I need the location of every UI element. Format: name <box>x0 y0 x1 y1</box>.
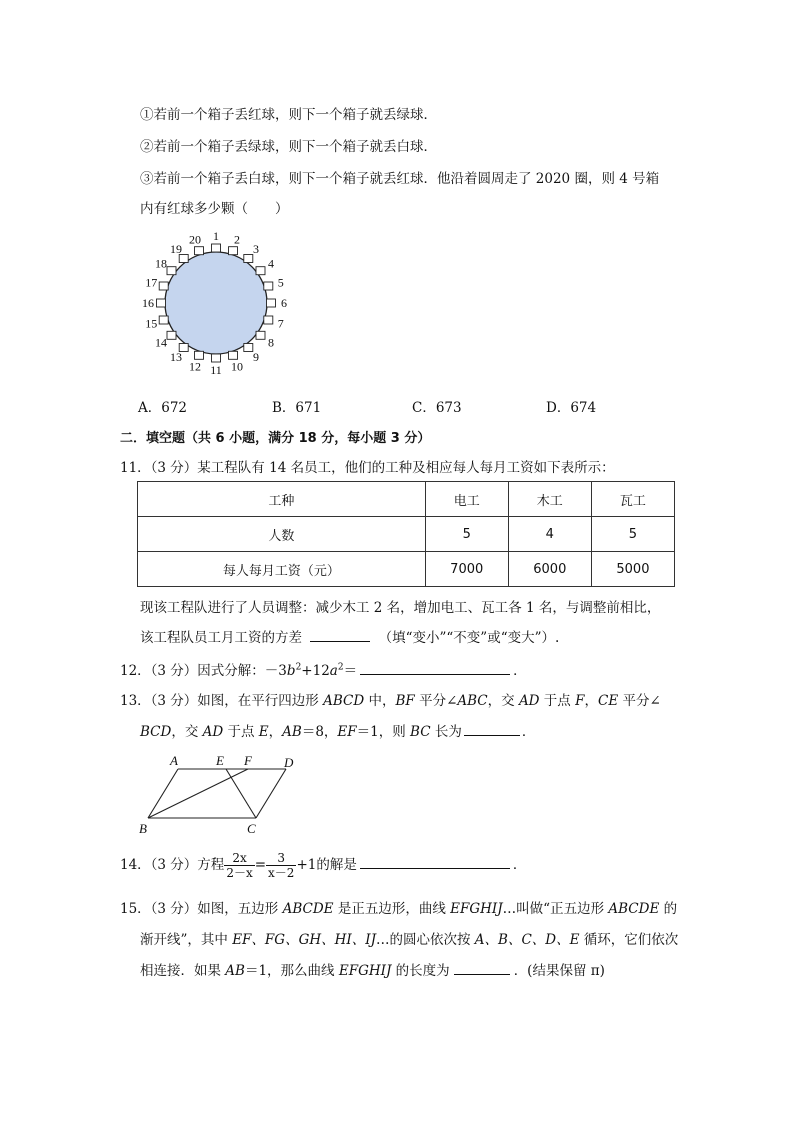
q15-text: ．(结果保留 π) <box>513 963 605 979</box>
q13-text: 中， <box>364 693 396 709</box>
q13-text: ＝1，则 <box>356 724 411 740</box>
q15-line1 <box>120 897 677 917</box>
option-a: A．672 <box>138 400 188 416</box>
q14-denominator-1: 2－x <box>226 866 253 880</box>
q12-eq: ＝ <box>343 663 358 679</box>
q11-line3-post: （填“变小”“不变”或“变大”）. <box>378 630 560 646</box>
q15-var: ABCDE <box>282 901 334 917</box>
q12-answer-blank[interactable] <box>360 662 510 675</box>
q15-line2 <box>140 928 678 948</box>
q13-text: ， <box>268 724 283 740</box>
box-number-label: 16 <box>142 296 154 310</box>
box <box>212 354 221 362</box>
point-label-c: C <box>247 821 256 836</box>
point-label-a: A <box>170 753 178 768</box>
box-number-label: 10 <box>231 359 243 374</box>
circle <box>165 252 267 354</box>
q13-var: CE <box>597 693 619 709</box>
q12-var-a: a <box>329 663 338 679</box>
box <box>195 247 204 255</box>
rule-2: ②若前一个箱子丢绿球，则下一个箱子就丢白球． <box>140 139 437 155</box>
box-number-label: 13 <box>170 350 182 365</box>
box-number-label: 11 <box>210 363 222 376</box>
table-header-cell: 电工 <box>425 482 508 517</box>
q11-line3 <box>140 626 559 646</box>
box <box>256 331 265 339</box>
q15-text: …叫做“正五边形 <box>502 901 609 917</box>
q15-text: …的圆心依次按 <box>375 932 475 948</box>
option-d: D．674 <box>546 400 597 416</box>
q13-text: ， <box>584 693 598 709</box>
q13-text: 于点 <box>539 693 576 709</box>
table-header-cell: 瓦工 <box>591 482 674 517</box>
q12-line <box>120 659 527 679</box>
q13-text: 平分∠ <box>618 693 661 709</box>
table-cell: 每人每月工资（元） <box>138 552 426 587</box>
box <box>244 344 253 352</box>
q11-answer-blank[interactable] <box>310 629 370 642</box>
parallelogram-figure <box>136 748 306 840</box>
box-number-label: 18 <box>155 256 167 271</box>
q15-text: 的长度为 <box>391 963 450 979</box>
q12-end: ． <box>513 663 527 679</box>
point-label-b: B <box>139 821 147 836</box>
q15-text: 相连接．如果 <box>140 963 226 979</box>
q15-var: A、B、C、D、E <box>474 932 580 948</box>
table-row <box>138 552 675 587</box>
point-label-d: D <box>284 755 294 770</box>
q12-prefix: 12．（3 分）因式分解：－3 <box>120 663 287 679</box>
rule-1: ①若前一个箱子丢红球，则下一个箱子就丢绿球． <box>140 107 437 123</box>
section-heading: 二．填空题（共 6 小题，满分 18 分，每小题 3 分） <box>120 431 431 446</box>
q14-answer-blank[interactable] <box>360 856 510 869</box>
q13-var: ABC <box>457 693 488 709</box>
q15-var: EF、FG、GH、HI、IJ <box>232 932 376 948</box>
q14-line <box>120 851 526 880</box>
q14-end: ． <box>512 857 527 873</box>
q13-text: 于点 <box>223 724 259 740</box>
table-row <box>138 517 675 552</box>
q12-exp2: 2 <box>337 662 344 673</box>
q13-text: ． <box>521 724 536 740</box>
q13-var: AB <box>282 724 302 740</box>
q12-mid: +12 <box>301 663 330 679</box>
q14-numerator-2: 3 <box>266 851 296 866</box>
box <box>212 244 221 252</box>
box <box>157 299 166 307</box>
point-label-f: F <box>244 753 252 768</box>
option-b: B．671 <box>272 400 322 416</box>
q13-var: BC <box>410 724 431 740</box>
wage-table <box>137 481 675 587</box>
q13-var: EF <box>337 724 357 740</box>
box <box>229 247 238 255</box>
q15-text: 15．（3 分）如图，五边形 <box>120 901 283 917</box>
q13-var: E <box>258 724 269 740</box>
q13-var: BF <box>395 693 415 709</box>
q13-var: ABCD <box>323 693 365 709</box>
q13-text: 长为 <box>430 724 462 740</box>
box <box>264 282 273 290</box>
box <box>195 351 204 359</box>
table-cell: 5 <box>425 517 508 552</box>
q15-answer-blank[interactable] <box>454 962 510 975</box>
box <box>167 331 176 339</box>
q12-exp1: 2 <box>295 662 302 673</box>
box-number-label: 20 <box>189 232 201 247</box>
box-number-label: 19 <box>170 241 182 256</box>
q13-text: 平分∠ <box>414 693 458 709</box>
box-number-label: 15 <box>145 316 158 331</box>
q15-text: 的 <box>659 901 678 917</box>
box-number-label: 5 <box>277 275 284 290</box>
q13-var: F <box>575 693 585 709</box>
box <box>167 267 176 275</box>
q15-var: AB <box>225 963 245 979</box>
q14-fraction-left <box>224 851 254 880</box>
q15-var: ABCDE <box>608 901 660 917</box>
table-header-cell: 工种 <box>138 482 426 517</box>
box-number-label: 4 <box>268 256 274 271</box>
q15-text: 是正五边形，曲线 <box>333 901 451 917</box>
q13-answer-blank[interactable] <box>464 723 520 736</box>
q15-text: 渐开线”，其中 <box>140 932 233 948</box>
q11-line3-pre: 该工程队员工月工资的方差 <box>140 630 302 646</box>
q14-equals: = <box>254 857 267 873</box>
box-number-label: 1 <box>213 229 219 243</box>
box-number-label: 6 <box>281 296 287 310</box>
q14-fraction-right <box>266 851 296 880</box>
q13-var: BCD <box>140 724 172 740</box>
q15-text: ＝1，那么曲线 <box>244 963 339 979</box>
q15-text: 循环，它们依次 <box>579 932 679 948</box>
q13-line2 <box>140 720 535 740</box>
option-c: C．673 <box>412 400 462 416</box>
q13-var: AD <box>518 693 540 709</box>
point-label-e: E <box>216 753 224 768</box>
q13-line1 <box>120 689 661 709</box>
table-cell: 人数 <box>138 517 426 552</box>
box <box>267 299 276 307</box>
box-number-label: 7 <box>277 316 284 331</box>
box <box>229 351 238 359</box>
box <box>264 316 273 324</box>
box-number-label: 2 <box>234 232 240 247</box>
q14-prefix: 14．（3 分）方程 <box>120 857 225 873</box>
q14-numerator-1: 2x <box>224 851 254 866</box>
table-cell: 5 <box>591 517 674 552</box>
box <box>159 282 168 290</box>
box-number-label: 9 <box>253 350 259 365</box>
box-number-label: 14 <box>155 335 167 350</box>
table-header-row <box>138 482 675 517</box>
table-cell: 6000 <box>508 552 591 587</box>
q15-var: EFGHIJ <box>450 901 503 917</box>
box <box>244 255 253 263</box>
q12-var-b: b <box>286 663 296 679</box>
box-number-label: 8 <box>268 335 274 350</box>
q13-var: AD <box>202 724 224 740</box>
box-number-label: 12 <box>189 359 201 374</box>
q11-stem: 11．（3 分）某工程队有 14 名员工，他们的工种及相应每人每月工资如下表所示： <box>120 460 615 476</box>
segment-ce <box>226 769 256 818</box>
table-cell: 4 <box>508 517 591 552</box>
rule-3: ③若前一个箱子丢白球，则下一个箱子就丢红球．他沿着圆周走了 2020 圈，则 4 号箱 <box>140 171 660 187</box>
box-number-label: 17 <box>145 275 158 290</box>
q14-denominator-2: x－2 <box>268 866 295 880</box>
box-number-label: 3 <box>253 241 259 256</box>
q14-tail: +1的解是 <box>296 857 357 873</box>
q13-text: 13．（3 分）如图，在平行四边形 <box>120 693 324 709</box>
q13-text: ＝8， <box>301 724 338 740</box>
q15-var: EFGHIJ <box>338 963 392 979</box>
table-header-cell: 木工 <box>508 482 591 517</box>
rule-3-continued: 内有红球多少颗（ ） <box>140 201 289 217</box>
q15-line3 <box>140 959 605 979</box>
box <box>159 316 168 324</box>
box <box>256 267 265 275</box>
table-cell: 5000 <box>591 552 674 587</box>
segment-dc <box>256 769 286 818</box>
q13-text: ，交 <box>171 724 203 740</box>
table-cell: 7000 <box>425 552 508 587</box>
q13-text: ，交 <box>487 693 519 709</box>
q11-line2: 现该工程队进行了人员调整：减少木工 2 名，增加电工、瓦工各 1 名，与调整前相比， <box>140 600 661 616</box>
circle-boxes-figure <box>136 226 306 376</box>
